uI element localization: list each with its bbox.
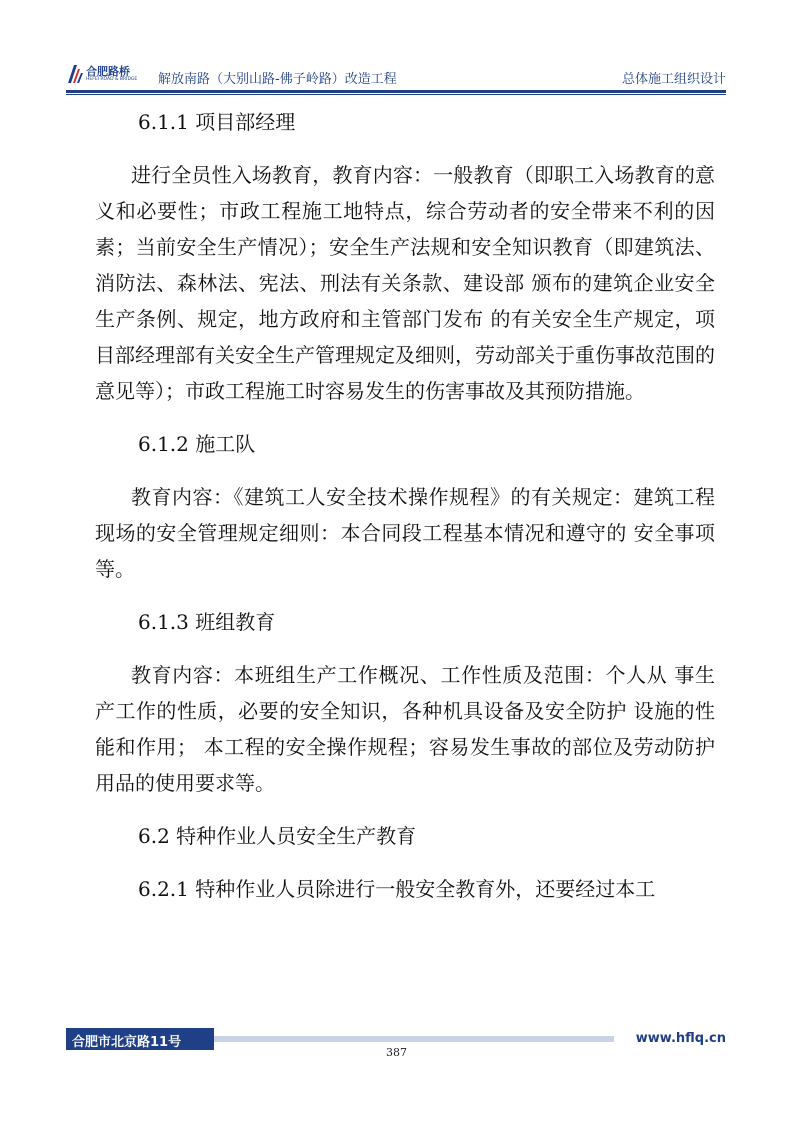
- page-header: [66, 58, 726, 94]
- section-heading-6-2: 6.2 特种作业人员安全生产教育: [138, 824, 417, 848]
- footer-address: 合肥市北京路11号: [72, 1035, 182, 1050]
- section-heading-6-1-3: 6.1.3 班组教育: [138, 610, 276, 634]
- logo-mark-icon: [66, 64, 84, 84]
- section-heading-6-1-1: 6.1.1 项目部经理: [138, 110, 296, 134]
- paragraph: 进行全员性入场教育，教育内容：一般教育（即职工入场教育的意义和必要性；市政工程施工地特点，综合劳动者的安全带来不利的因素；当前安全生产情况）；安全生产法规和安全知识教育（即建筑法、消防法、森林法、宪法、刑法有关条款、建设部 颁布的建筑企业安全生产条例、规定，地方政府和主管部门发布 的有关安全生产规定，项目部经理部有关安全生产管理规定及细则，劳动部关于重伤事故范围的意见等）；市政工程施工时容易发生的伤害事故及其预防措施。: [95, 163, 715, 403]
- section-heading-6-1-2: 6.1.2 施工队: [138, 432, 256, 456]
- logo-text: 合肥路桥: [86, 65, 130, 78]
- project-title: 解放南路（大别山路-佛子岭路）改造工程: [158, 72, 397, 87]
- company-logo: [66, 62, 146, 88]
- section-heading-6-2-1: 6.2.1 特种作业人员除进行一般安全教育外，还要经过本工: [138, 877, 656, 901]
- footer-website-link[interactable]: www.hflq.cn: [635, 1031, 726, 1046]
- paragraph: 教育内容：《建筑工人安全技术操作规程》的有关规定：建筑工程现场的安全管理规定细则：本合同段工程基本情况和遵守的 安全事项等。: [95, 485, 715, 581]
- document-body: [95, 104, 715, 907]
- page-number: 387: [386, 1046, 407, 1059]
- document-title: 总体施工组织设计: [621, 72, 726, 87]
- footer-stripe: [214, 1036, 614, 1042]
- header-divider-thin: [66, 94, 726, 95]
- logo-subtext: HEFEI ROAD & BRIDGE: [86, 77, 138, 82]
- header-divider: [66, 90, 726, 93]
- paragraph: 教育内容：本班组生产工作概况、工作性质及范围：个人从 事生产工作的性质，必要的安全知识，各种机具设备及安全防护 设施的性能和作用； 本工程的安全操作规程；容易发生事故的部位及劳动防护用品的使用要求等。: [95, 663, 715, 795]
